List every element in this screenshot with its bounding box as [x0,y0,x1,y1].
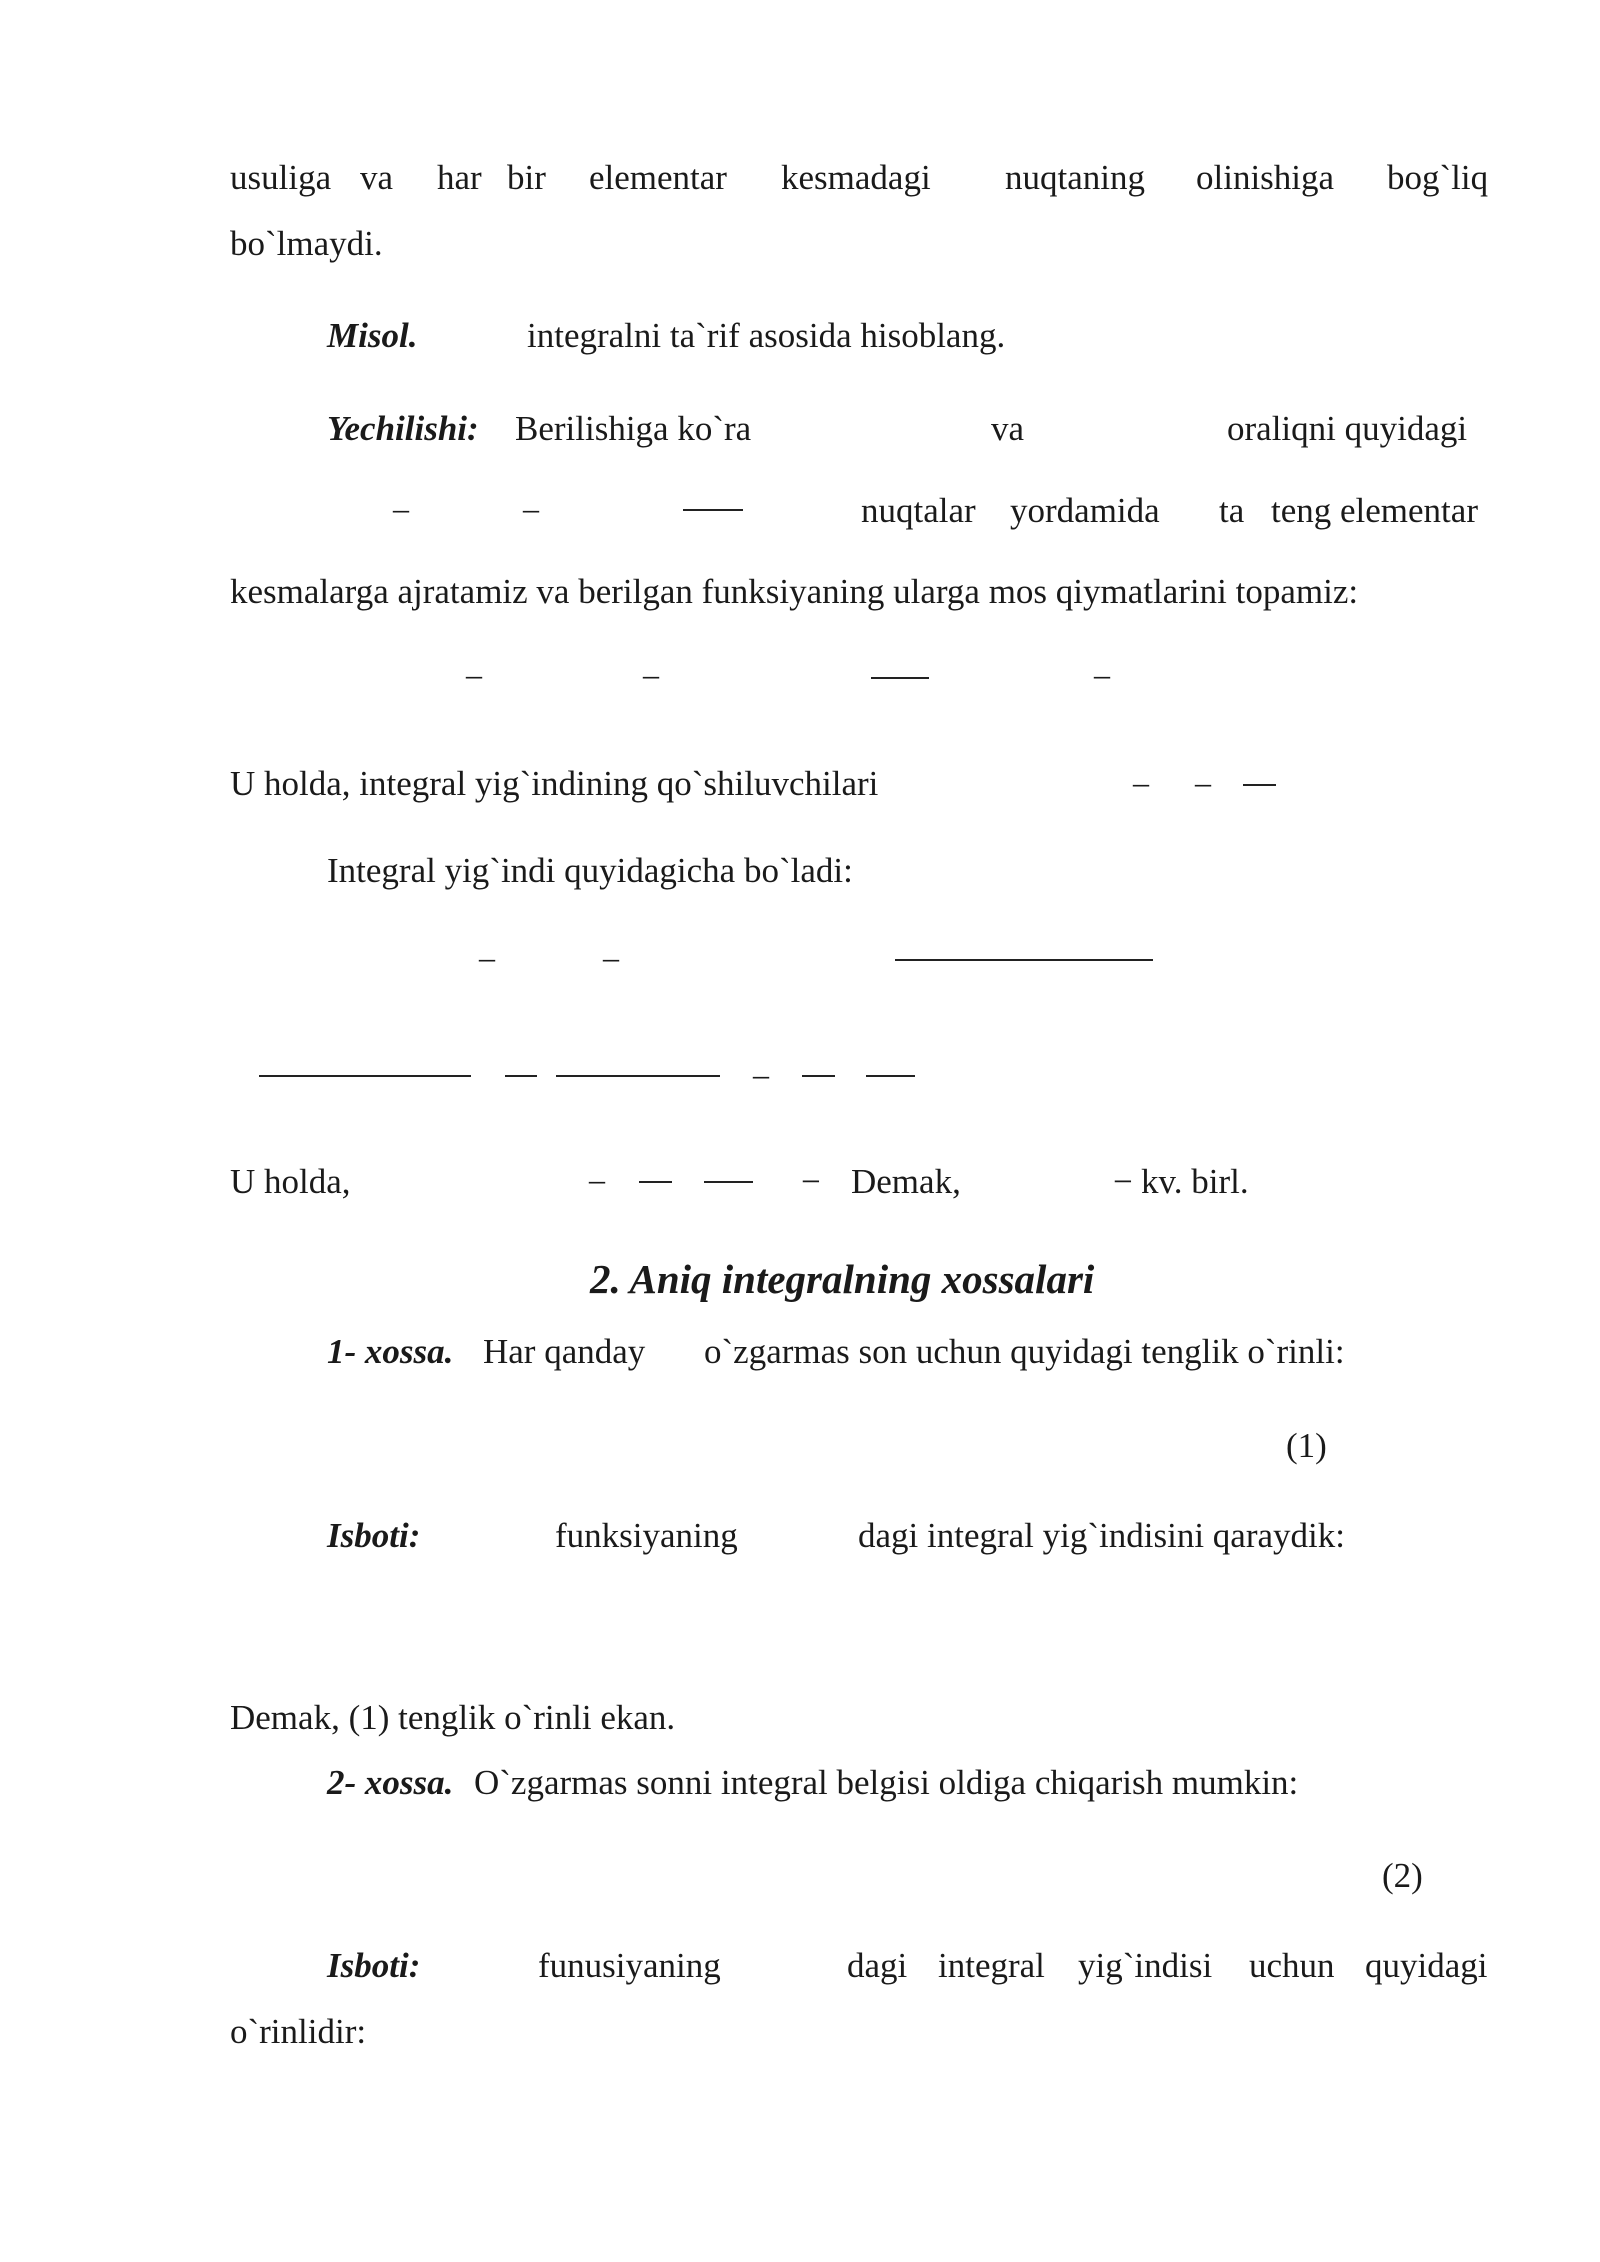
text-segment: dagi integral yig`indisini qaraydik: [858,1516,1345,1555]
dash-mark: – [523,490,539,526]
text-word: bir [507,158,546,197]
text-segment: oraliqni quyidagi [1227,409,1468,448]
fraction-bar [895,959,1153,961]
text-segment: yordamida [1010,491,1160,530]
text-line: bo`lmaydi. [230,224,383,263]
text-word: integral [938,1946,1045,1985]
text-segment: o`zgarmas son uchun quyidagi tenglik o`rinli: [704,1332,1345,1371]
text-segment: va [991,409,1025,448]
dash-mark: – [479,939,495,975]
dash-mark: – [1133,764,1149,800]
text-word: funusiyaning [538,1946,721,1985]
fraction-bar [871,677,929,679]
equation-number: (2) [1382,1856,1423,1895]
text-segment: O`zgarmas sonni integral belgisi oldiga chiqarish mumkin: [474,1763,1299,1802]
text-segment: nuqtalar [861,491,976,530]
minus-sign: − [801,1162,821,1201]
fraction-bar [505,1075,537,1077]
fraction-bar [683,509,743,511]
minus-sign: − [1113,1162,1133,1201]
dash-mark: – [1195,764,1211,800]
fraction-bar [556,1075,720,1077]
text-word: usuliga [230,158,332,197]
dash-mark: – [466,656,482,692]
misol-label: Misol. [327,316,418,355]
proof-label: Isboti: [327,1946,421,1985]
text-segment: Har qanday [483,1332,646,1371]
dash-mark: – [393,490,409,526]
property-label: 2- xossa. [327,1763,454,1802]
text-segment: kv. birl. [1141,1162,1249,1201]
text-line: kesmalarga ajratamiz va berilgan funksiyaning ularga mos qiymatlarini topamiz: [230,572,1359,611]
dash-mark: – [589,1161,605,1197]
property-label: 1- xossa. [327,1332,454,1371]
text-segment: funksiyaning [555,1516,738,1555]
text-segment: Demak, [851,1162,961,1201]
dash-mark: – [603,939,619,975]
fraction-bar [639,1181,672,1183]
text-segment: teng elementar [1271,491,1478,530]
text-segment: Berilishiga ko`ra [515,409,752,448]
text-word: kesmadagi [781,158,931,197]
text-line: U holda, integral yig`indining qo`shiluvchilari [230,764,879,803]
equation-number: (1) [1286,1426,1327,1465]
text-word: har [437,158,482,197]
misol-text: integralni ta`rif asosida hisoblang. [527,316,1006,355]
dash-mark: – [643,656,659,692]
dash-mark: – [753,1056,769,1092]
text-line: o`rinlidir: [230,2012,367,2051]
fraction-bar [704,1181,753,1183]
fraction-bar [259,1075,471,1077]
text-word: uchun [1249,1946,1335,1985]
yechilishi-label: Yechilishi: [327,409,479,448]
fraction-bar [1243,784,1276,786]
text-line: Integral yig`indi quyidagicha bo`ladi: [327,851,853,890]
text-word: quyidagi [1365,1946,1488,1985]
text-line: Demak, (1) tenglik o`rinli ekan. [230,1698,676,1737]
text-word: yig`indisi [1078,1946,1213,1985]
text-word: olinishiga [1196,158,1335,197]
fraction-bar [802,1075,835,1077]
text-word: bog`liq [1387,158,1489,197]
text-word: nuqtaning [1005,158,1145,197]
text-word: va [360,158,394,197]
dash-mark: – [1094,656,1110,692]
section-heading: 2. Aniq integralning xossalari [590,1256,1095,1302]
text-word: elementar [589,158,727,197]
text-segment: U holda, [230,1162,351,1201]
text-segment: ta [1219,491,1245,530]
text-word: dagi [847,1946,908,1985]
proof-label: Isboti: [327,1516,421,1555]
fraction-bar [866,1075,915,1077]
